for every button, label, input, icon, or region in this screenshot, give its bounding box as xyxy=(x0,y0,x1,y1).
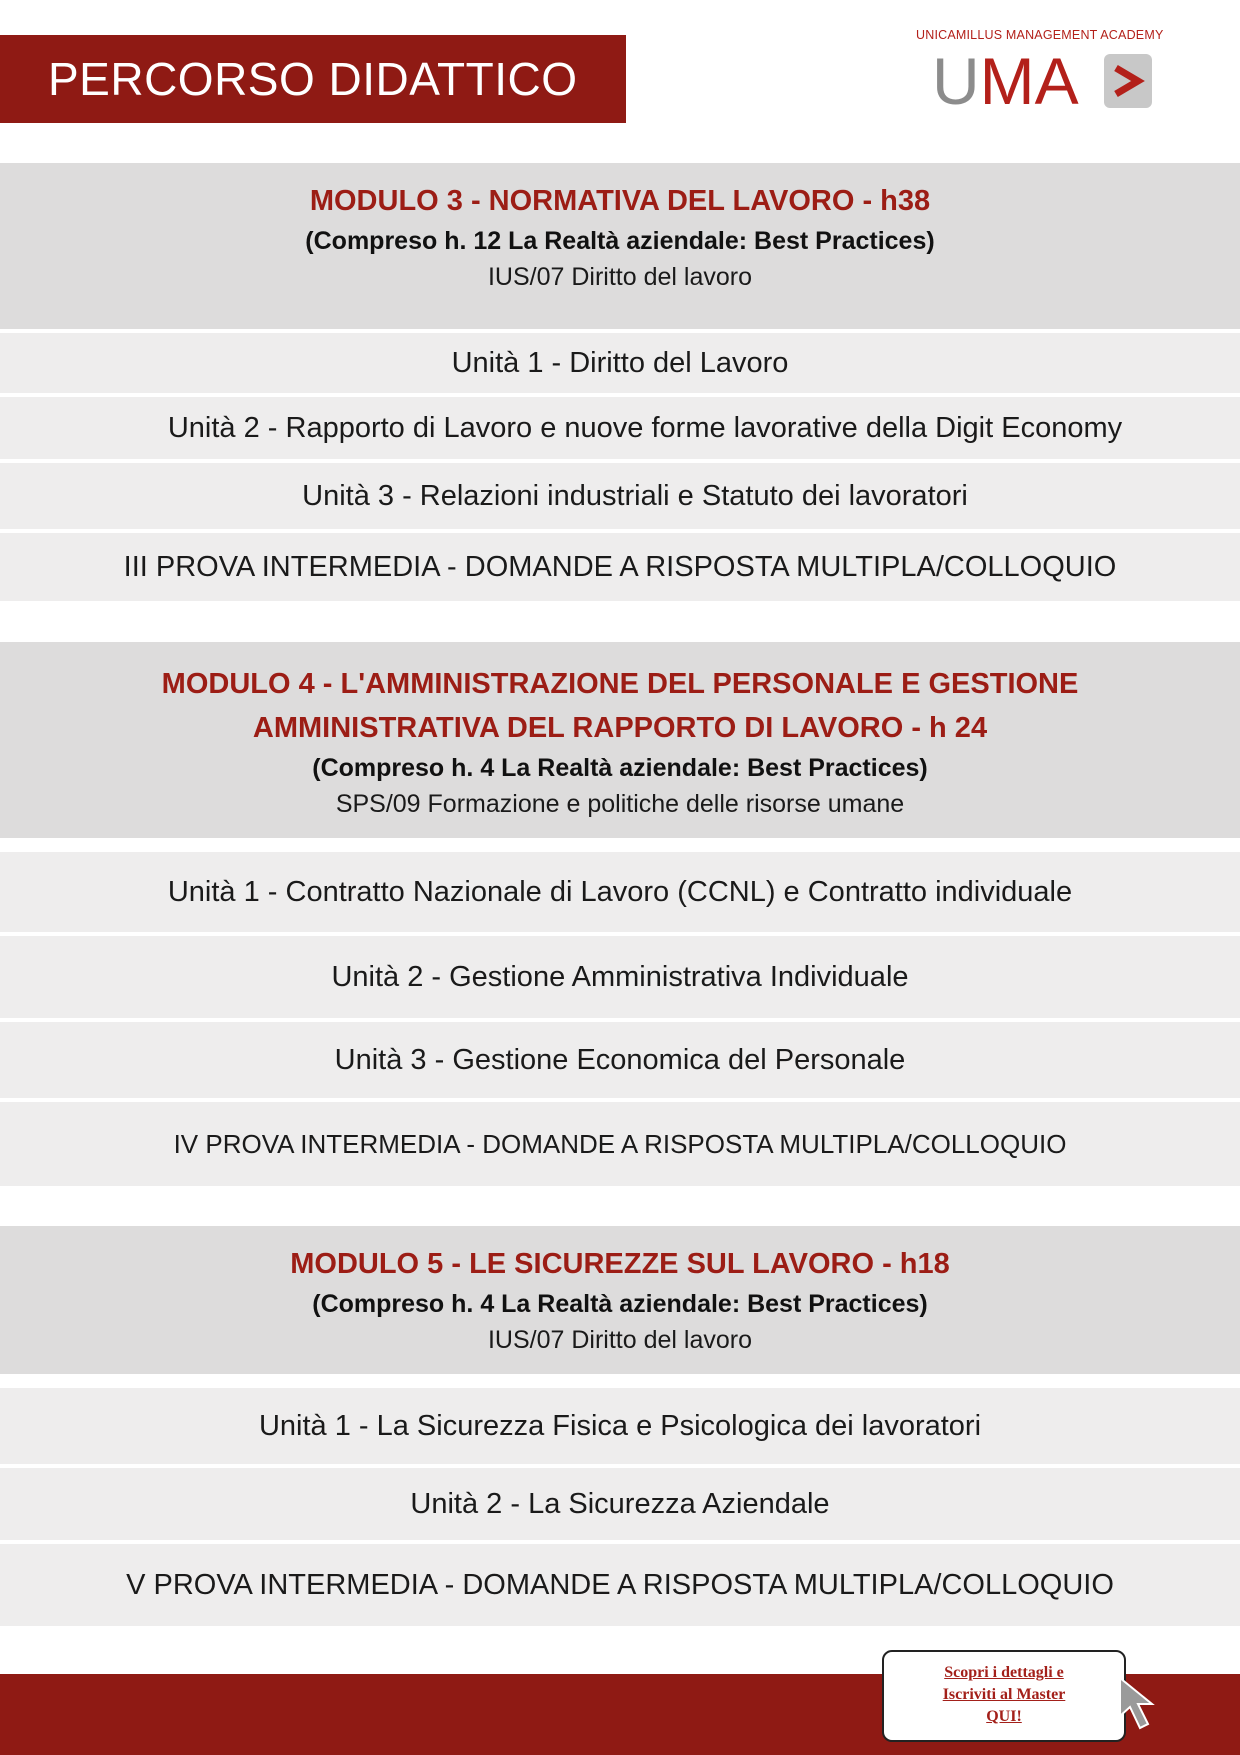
module-code: IUS/07 Diritto del lavoro xyxy=(487,1326,752,1354)
unit-label: Unità 2 - Rapporto di Lavoro e nuove forme lavorative della Digit Economy xyxy=(167,411,1123,444)
enroll-link-line-2[interactable]: Iscriviti al Master xyxy=(942,1686,1066,1703)
unit-label: Unità 1 - Contratto Nazionale di Lavoro (CCNL) e Contratto individuale xyxy=(167,875,1073,908)
logo-arrow-icon xyxy=(1104,54,1152,108)
logo-u: U xyxy=(932,44,980,118)
unit-label: III PROVA INTERMEDIA - DOMANDE A RISPOSTA MULTIPLA/COLLOQUIO xyxy=(123,550,1117,583)
module-5-unit-2 xyxy=(0,1468,1240,1540)
enroll-link-line-1[interactable]: Scopri i dettagli e xyxy=(944,1664,1064,1681)
module-3-unit-3 xyxy=(0,463,1240,529)
module-4-unit-2 xyxy=(0,936,1240,1018)
logo-tagline: UNICAMILLUS MANAGEMENT ACADEMY xyxy=(916,28,1164,42)
module-5-unit-1 xyxy=(0,1388,1240,1464)
module-title-line-1: MODULO 4 - L'AMMINISTRAZIONE DEL PERSONALE E GESTIONE xyxy=(161,668,1079,700)
unit-label: Unità 3 - Relazioni industriali e Statuto dei lavoratori xyxy=(302,479,968,512)
page-title: PERCORSO DIDATTICO xyxy=(48,53,578,105)
module-subtitle: (Compreso h. 4 La Realtà aziendale: Best Practices) xyxy=(312,754,928,782)
module-4-unit-3 xyxy=(0,1022,1240,1098)
unit-label: Unità 3 - Gestione Economica del Personale xyxy=(334,1043,906,1076)
unit-label: Unità 2 - La Sicurezza Aziendale xyxy=(410,1487,830,1520)
logo-ma: MA xyxy=(979,44,1079,118)
module-3-exam xyxy=(0,533,1240,601)
module-subtitle: (Compreso h. 12 La Realtà aziendale: Best Practices) xyxy=(305,227,935,255)
unit-label: Unità 2 - Gestione Amministrativa Individuale xyxy=(331,960,909,993)
module-4-unit-1 xyxy=(0,852,1240,932)
unit-label: Unità 1 - Diritto del Lavoro xyxy=(451,346,789,379)
enroll-link-line-3[interactable]: QUI! xyxy=(986,1708,1022,1725)
pointer-cursor-icon xyxy=(1118,1676,1174,1736)
module-code: IUS/07 Diritto del lavoro xyxy=(487,263,752,291)
module-3-header xyxy=(0,163,1240,329)
page-title-banner xyxy=(0,35,626,123)
enroll-callout[interactable] xyxy=(882,1650,1126,1742)
unit-label: V PROVA INTERMEDIA - DOMANDE A RISPOSTA MULTIPLA/COLLOQUIO xyxy=(126,1568,1114,1601)
uma-logo xyxy=(912,28,1172,118)
module-5-header xyxy=(0,1226,1240,1374)
logo-wordmark xyxy=(932,46,1079,116)
module-3-unit-1 xyxy=(0,333,1240,393)
module-4-header xyxy=(0,642,1240,838)
module-5-exam xyxy=(0,1544,1240,1626)
module-title-line-2: AMMINISTRATIVA DEL RAPPORTO DI LAVORO - h 24 xyxy=(252,712,988,744)
module-title: MODULO 3 - NORMATIVA DEL LAVORO - h38 xyxy=(309,185,931,217)
module-3-unit-2 xyxy=(0,397,1240,459)
unit-label: Unità 1 - La Sicurezza Fisica e Psicologica dei lavoratori xyxy=(258,1409,982,1442)
unit-label: IV PROVA INTERMEDIA - DOMANDE A RISPOSTA MULTIPLA/COLLOQUIO xyxy=(173,1128,1067,1159)
module-code: SPS/09 Formazione e politiche delle risorse umane xyxy=(335,790,905,818)
module-subtitle: (Compreso h. 4 La Realtà aziendale: Best Practices) xyxy=(312,1290,928,1318)
module-title: MODULO 5 - LE SICUREZZE SUL LAVORO - h18 xyxy=(290,1248,950,1280)
module-4-exam xyxy=(0,1102,1240,1186)
